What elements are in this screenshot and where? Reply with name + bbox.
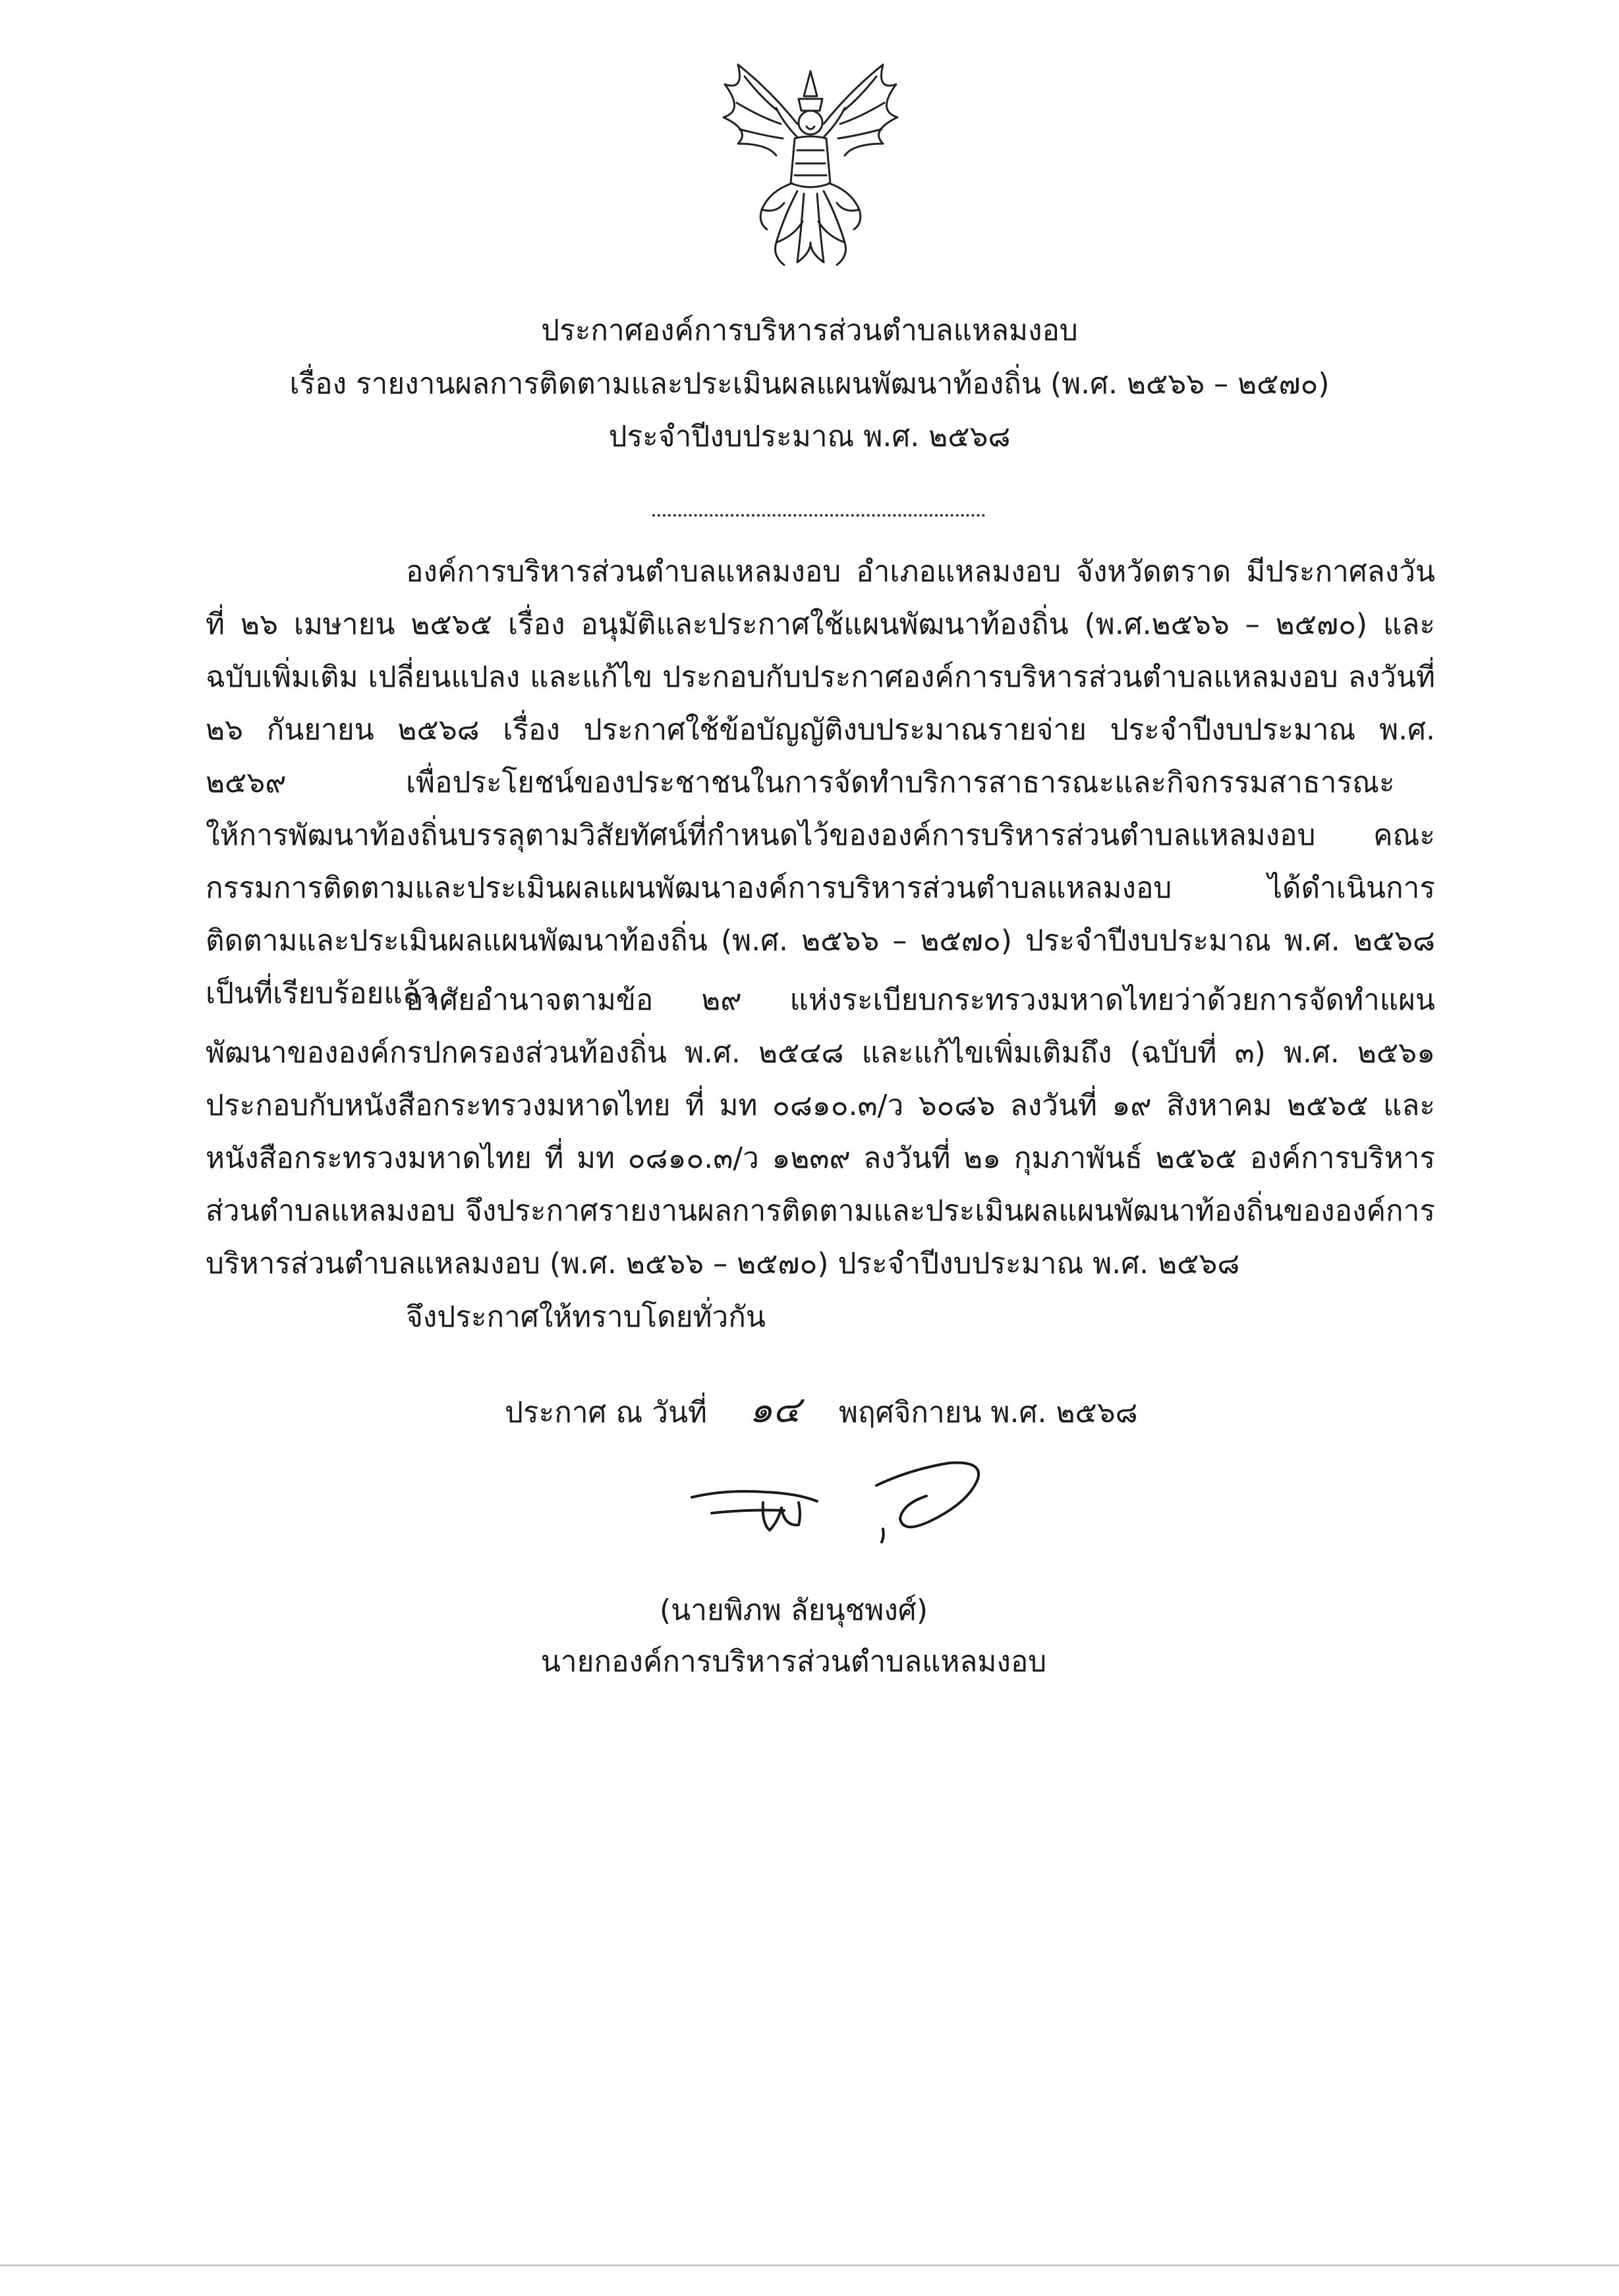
paragraph-2: เพื่อประโยชน์ของประชาชนในการจัดทำบริการสาธารณะและกิจกรรมสาธารณะให้การพัฒนาท้องถิ่นบรรลุตามวิสัยทัศน์ที่กำหนดไว้ขององค์การบริหารส่วนตำบลแหลมงอบ คณะกรรมการติดตามและประเมินผลแผนพัฒนาองค์การบริหารส่วนตำบลแหลมงอบ ได้ดำเนินการติดตามและประเมินผลแผนพัฒนาท้องถิ่น (พ.ศ. ๒๕๖๖ – ๒๕๗๐) ประจำปีงบประมาณ พ.ศ. ๒๕๖๘ เป็นที่เรียบร้อยแล้ว xyxy=(206,766,1435,1010)
dateline xyxy=(505,1389,1138,1431)
dateline-day-handwritten: ๑๔ xyxy=(749,1389,801,1431)
signer-name: (นายพิภพ ลัยนุชพงศ์) xyxy=(660,1593,928,1627)
fiscal-year-line: ประจำปีงบประมาณ พ.ศ. ๒๕๖๘ xyxy=(608,420,1011,453)
paragraph-1: องค์การบริหารส่วนตำบลแหลมงอบ อำเภอแหลมงอบ จังหวัดตราด มีประกาศลงวันที่ ๒๖ เมษายน ๒๕๖๕ เรื่อง อนุมัติและประกาศใช้แผนพัฒนาท้องถิ่น (พ.ศ.๒๕๖๖ – ๒๕๗๐) และ ฉบับเพิ่มเติม เปลี่ยนแปลง และแก้ไข ประกอบกับประกาศองค์การบริหารส่วนตำบลแหลมงอบ ลงวันที่ ๒๖ กันยายน ๒๕๖๘ เรื่อง ประกาศใช้ข้อบัญญัติงบประมาณรายจ่าย ประจำปีงบประมาณ พ.ศ. ๒๕๖๙ xyxy=(206,555,1435,799)
scan-edge-line xyxy=(0,2264,1619,2266)
handwritten-signature xyxy=(685,1450,995,1575)
announcement-subject: เรื่อง รายงานผลการติดตามและประเมินผลแผนพัฒนาท้องถิ่น (พ.ศ. ๒๕๖๖ – ๒๕๗๐) xyxy=(289,367,1330,401)
paragraph-3: อาศัยอำนาจตามข้อ ๒๙ แห่งระเบียบกระทรวงมหาดไทยว่าด้วยการจัดทำแผนพัฒนาขององค์กรปกครองส่วนท้องถิ่น พ.ศ. ๒๕๔๘ และแก้ไขเพิ่มเติมถึง (ฉบับที่ ๓) พ.ศ. ๒๕๖๑ ประกอบกับหนังสือกระทรวงมหาดไทย ที่ มท ๐๘๑๐.๓/ว ๖๐๘๖ ลงวันที่ ๑๙ สิงหาคม ๒๕๖๕ และหนังสือกระทรวงมหาดไทย ที่ มท ๐๘๑๐.๓/ว ๑๒๓๙ ลงวันที่ ๒๑ กุมภาพันธ์ ๒๕๖๕ องค์การบริหารส่วนตำบลแหลมงอบ จึงประกาศรายงานผลการติดตามและประเมินผลแผนพัฒนาท้องถิ่นขององค์การบริหารส่วนตำบลแหลมงอบ (พ.ศ. ๒๕๖๖ – ๒๕๗๐) ประจำปีงบประมาณ พ.ศ. ๒๕๖๘ xyxy=(206,983,1435,1280)
dateline-month-year: พฤศจิกายน พ.ศ. ๒๕๖๘ xyxy=(839,1396,1138,1429)
header-divider xyxy=(652,514,985,517)
dateline-prefix: ประกาศ ณ วันที่ xyxy=(505,1396,708,1429)
closing-statement: จึงประกาศให้ทราบโดยทั่วกัน xyxy=(406,1300,766,1334)
announcement-issuer: ประกาศองค์การบริหารส่วนตำบลแหลมงอบ xyxy=(541,314,1078,347)
signer-title: นายกองค์การบริหารส่วนตำบลแหลมงอบ xyxy=(540,1645,1047,1679)
garuda-emblem-icon xyxy=(698,45,923,282)
